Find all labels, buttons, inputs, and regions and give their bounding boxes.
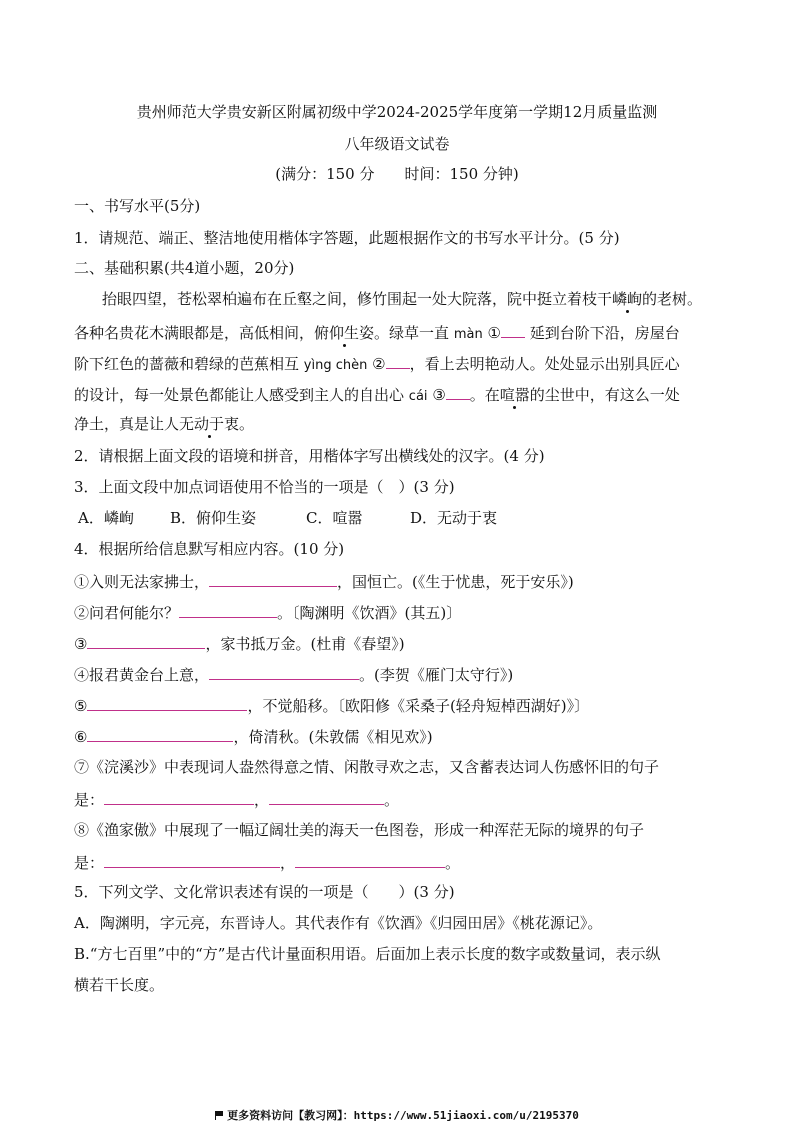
dotted-word: 嶙峋 xyxy=(612,290,643,308)
question-3: 3．上面文段中加点词语使用不恰当的一项是（ ）(3 分) xyxy=(74,478,455,496)
question-5-option-b-line1[interactable]: B.“方七百里”中的“方”是古代计量面积用语。后面加上表示长度的数字或数量词，表示纵 xyxy=(74,945,661,963)
recite-blank[interactable] xyxy=(295,851,445,868)
recite-item-8-prompt: ⑧《渔家傲》中展现了一幅辽阔壮美的海天一色图卷，形成一种浑茫无际的境界的句子 xyxy=(74,821,645,839)
paper-title: 八年级语文试卷 xyxy=(344,135,450,153)
passage-line-5: 净土，真是让人无动于衷。 xyxy=(74,415,255,433)
footer xyxy=(0,1107,794,1123)
pinyin: cái xyxy=(408,389,428,404)
dotted-word: 喧嚣 xyxy=(499,386,530,404)
recite-blank[interactable] xyxy=(209,663,359,680)
passage-line-4: 的设计，每一处景色都能让人感受到主人的自出心 cái ③ 。在喧嚣的尘世中，有这么一处 xyxy=(74,383,722,407)
pinyin: màn xyxy=(453,327,483,342)
school-title: 贵州师范大学贵安新区附属初级中学2024-2025学年度第一学期12月质量监测 xyxy=(136,103,658,121)
question-5-option-a[interactable]: A．陶渊明，字元亮，东晋诗人。其代表作有《饮酒》《归园田居》《桃花源记》。 xyxy=(74,914,603,932)
recite-item-1: ①入则无法家拂士， ，国恒亡。(《生于忧患，死于安乐》) xyxy=(74,570,722,592)
recite-blank[interactable] xyxy=(104,851,280,868)
footer-link[interactable]: 更多资料访问【教习网】：https://www.51jiaoxi.com/u/2195370 xyxy=(227,1109,579,1122)
option-d[interactable]: D．无动于衷 xyxy=(410,509,498,527)
recite-blank[interactable] xyxy=(104,788,254,805)
question-5: 5．下列文学、文化常识表述有误的一项是（ ）(3 分) xyxy=(74,883,455,901)
question-2: 2．请根据上面文段的语境和拼音，用楷体字写出横线处的汉字。(4 分) xyxy=(74,447,545,465)
recite-item-5: ⑤ ，不觉船移。〔欧阳修《采桑子(轻舟短棹西湖好)》〕 xyxy=(74,694,722,716)
option-c[interactable]: C．喧嚣 xyxy=(306,509,363,527)
dotted-word: 俯仰生姿 xyxy=(314,324,375,342)
pinyin: yìng chèn xyxy=(303,358,368,373)
dotted-word: 无动于衷 xyxy=(179,415,240,433)
flag-icon xyxy=(215,1111,223,1120)
recite-item-7-answer: 是： ， 。 xyxy=(74,788,722,810)
blank-1[interactable] xyxy=(501,321,525,338)
recite-blank[interactable] xyxy=(179,601,277,618)
recite-blank[interactable] xyxy=(269,788,384,805)
passage-line-2: 各种名贵花木满眼都是，高低相间，俯仰生姿。绿草一直 màn ① 延到台阶下沿，房屋台 xyxy=(74,321,722,345)
question-3-options xyxy=(78,508,726,528)
recite-blank[interactable] xyxy=(209,570,337,587)
question-1: 1．请规范、端正、整洁地使用楷体字答题，此题根据作文的书写水平计分。(5 分) xyxy=(74,229,620,247)
recite-item-2: ②问君何能尔？ 。〔陶渊明《饮酒》(其五)〕 xyxy=(74,601,722,623)
blank-2[interactable] xyxy=(386,352,410,369)
section1-heading: 一、书写水平(5分) xyxy=(74,197,201,215)
score-time: (满分：150 分 时间：150 分钟) xyxy=(275,165,519,183)
recite-item-7-prompt: ⑦《浣溪沙》中表现词人盎然得意之情、闲散寻欢之志，又含蓄表达词人伤感怀旧的句子 xyxy=(74,758,660,776)
recite-blank[interactable] xyxy=(87,632,205,649)
option-b[interactable]: B．俯仰生姿 xyxy=(170,509,257,527)
recite-blank[interactable] xyxy=(87,725,233,742)
section2-heading: 二、基础积累(共4道小题，20分) xyxy=(74,259,295,277)
recite-blank[interactable] xyxy=(87,694,247,711)
passage-line-3: 阶下红色的蔷薇和碧绿的芭蕉相互 yìng chèn ② ，看上去明艳动人。处处显示出别具匠心 xyxy=(74,352,722,376)
question-5-option-b-line2: 横若干长度。 xyxy=(74,976,165,994)
blank-3[interactable] xyxy=(446,383,470,400)
option-a[interactable]: A．嶙峋 xyxy=(78,509,134,527)
recite-item-4: ④报君黄金台上意， 。(李贺《雁门太守行》) xyxy=(74,663,722,685)
question-4: 4．根据所给信息默写相应内容。(10 分) xyxy=(74,540,345,558)
recite-item-6: ⑥ ，倚清秋。(朱敦儒《相见欢》) xyxy=(74,725,722,747)
recite-item-8-answer: 是： ， 。 xyxy=(74,851,722,873)
recite-item-3: ③ ，家书抵万金。(杜甫《春望》) xyxy=(74,632,722,654)
passage-line-1: 抬眼四望，苍松翠柏遍布在丘壑之间，修竹围起一处大院落，院中挺立着枝干嶙峋的老树。 xyxy=(102,290,703,308)
